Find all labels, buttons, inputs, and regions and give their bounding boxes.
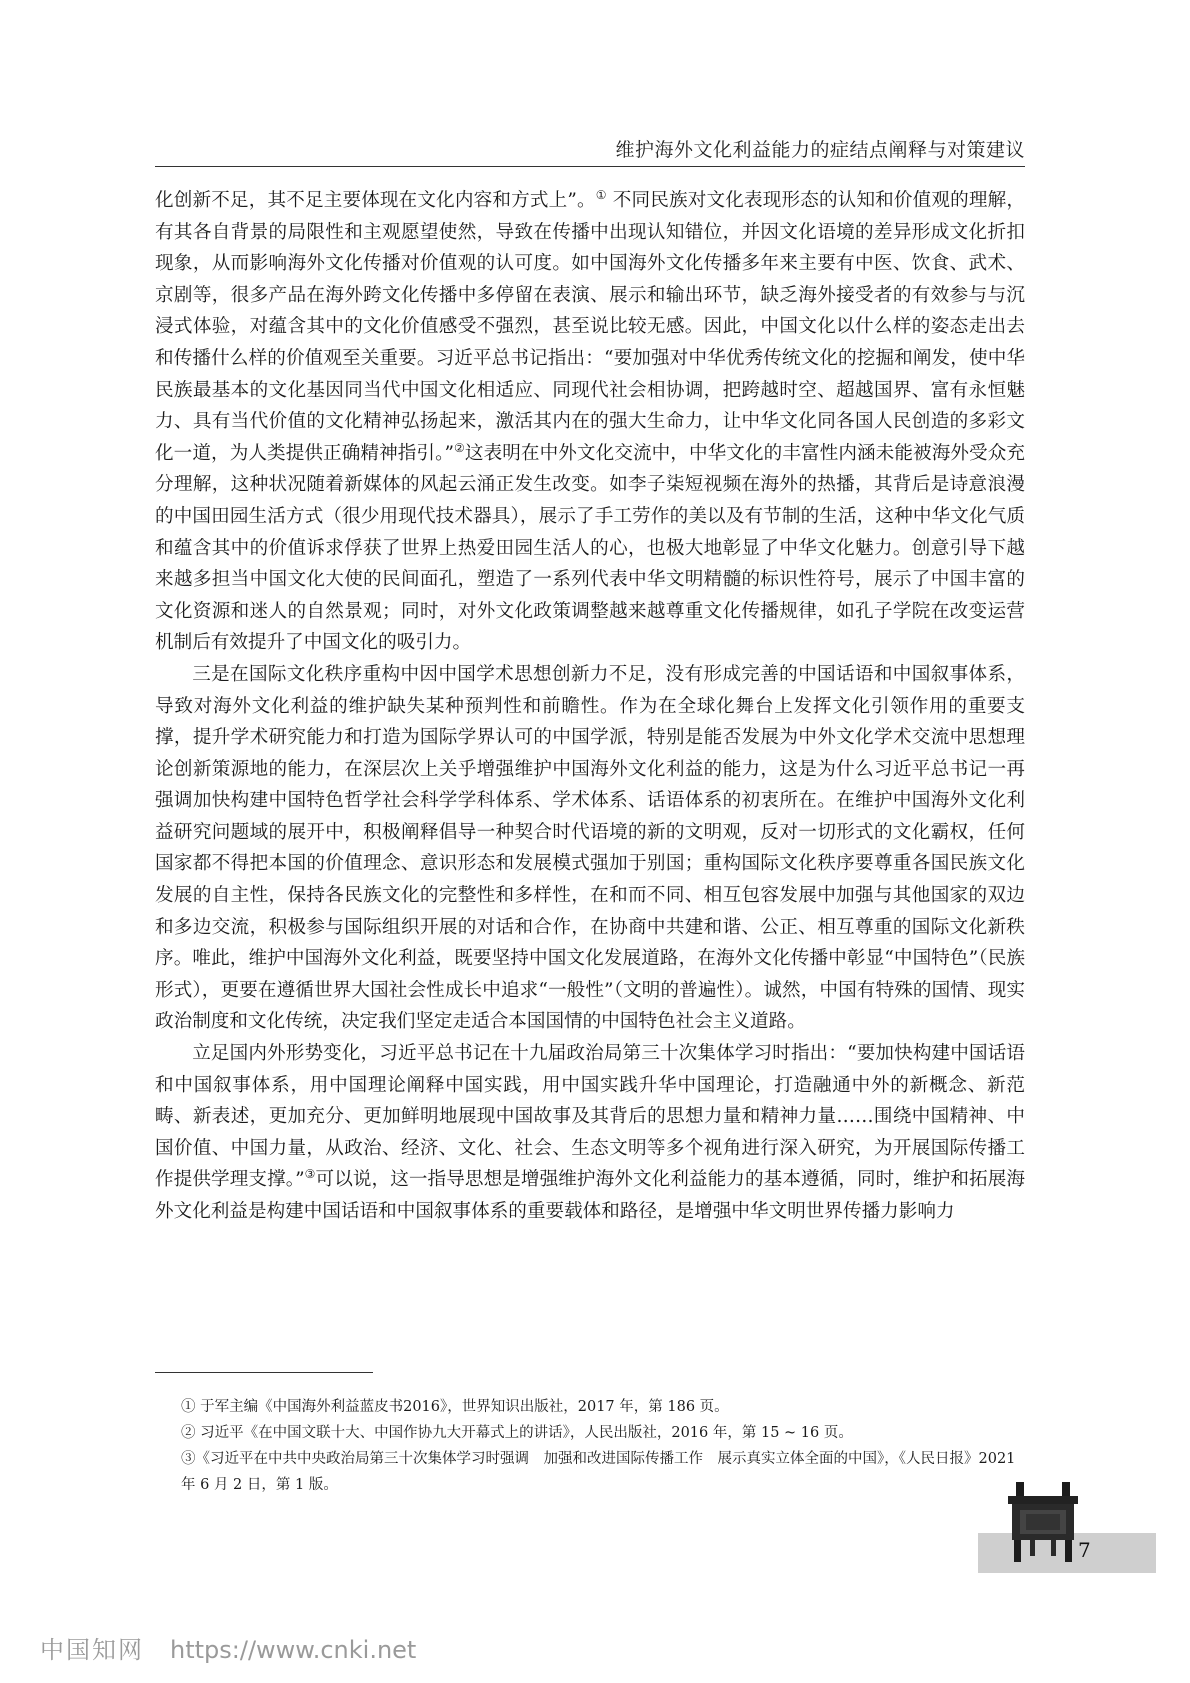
paragraph-1-part-c: 这表明在中外文化交流中，中华文化的丰富性内涵未能被海外受众充分理解，这种状况随着新媒体的风起云涌正发生改变。如李子柒短视频在海外的热播，其背后是诗意浪漫的中国田园生活方式（很少用现代技术器具），展示了手工劳作的美以及有节制的生活，这种中华文化气质和蕴含其中的价值诉求俘获了世界上热爱田园生活人的心，也极大地彰显了中华文化魅力。创意引导下越来越多担当中国文化大使的民间面孔，塑造了一系列代表中华文明精髓的标识性符号，展示了中国丰富的文化资源和迷人的自然景观；同时，对外文化政策调整越来越尊重文化传播规律，如孔子学院在改变运营机制后有效提升了中国文化的吸引力。 bbox=[155, 442, 1025, 654]
paragraph-3-part-a: 立足国内外形势变化，习近平总书记在十九届政治局第三十次集体学习时指出：“要加快构建中国话语和中国叙事体系，用中国理论阐释中国实践，用中国实践升华中国理论，打造融通中外的新概念、新范畴、新表述，更加充分、更加鲜明地展现中国故事及其背后的思想力量和精神力量……围绕中国精神、中国价值、中国力量，从政治、经济、文化、社会、生态文明等多个视角进行深入研究，为开展国际传播工作提供学理支撑。” bbox=[155, 1043, 1025, 1191]
footnote-3: ③《习近平在中共中央政治局第三十次集体学习时强调 加强和改进国际传播工作 展示真实立体全面的中国》，《人民日报》2021 年 6 月 2 日，第 1 版。 bbox=[181, 1451, 1016, 1493]
footnote-ref-3[interactable]: ③ bbox=[304, 1167, 316, 1182]
body-text bbox=[155, 185, 1025, 1228]
footnote-ref-2[interactable]: ② bbox=[453, 440, 465, 455]
footnote-2: ② 习近平《在中国文联十大、中国作协九大开幕式上的讲话》，人民出版社，2016 年，第 15 ~ 16 页。 bbox=[181, 1425, 853, 1441]
paragraph-2: 三是在国际文化秩序重构中因中国学术思想创新力不足，没有形成完善的中国话语和中国叙事体系，导致对海外文化利益的维护缺失某种预判性和前瞻性。作为在全球化舞台上发挥文化引领作用的重要支撑，提升学术研究能力和打造为国际学界认可的中国学派，特别是能否发展为中外文化学术交流中思想理论创新策源地的能力，在深层次上关乎增强维护中国海外文化利益的能力，这是为什么习近平总书记一再强调加快构建中国特色哲学社会科学学科体系、学术体系、话语体系的初衷所在。在维护中国海外文化利益研究问题域的展开中，积极阐释倡导一种契合时代语境的新的文明观，反对一切形式的文化霸权，任何国家都不得把本国的价值理念、意识形态和发展模式强加于别国；重构国际文化秩序要尊重各国民族文化发展的自主性，保持各民族文化的完整性和多样性，在和而不同、相互包容发展中加强与其他国家的双边和多边交流，积极参与国际组织开展的对话和合作，在协商中共建和谐、公正、相互尊重的国际文化新秩序。唯此，维护中国海外文化利益，既要坚持中国文化发展道路，在海外文化传播中彰显“中国特色”（民族形式），更要在遵循世界大国社会性成长中追求“一般性”（文明的普遍性）。诚然，中国有特殊的国情、现实政治制度和文化传统，决定我们坚定走适合本国国情的中国特色社会主义道路。 bbox=[155, 663, 1025, 1033]
cnki-watermark bbox=[40, 1630, 416, 1665]
paragraph-3 bbox=[155, 1038, 1025, 1228]
footnote-rule bbox=[155, 1372, 373, 1373]
cnki-logo-text: 中国知网 bbox=[40, 1636, 144, 1664]
page-number: 7 bbox=[1078, 1538, 1091, 1562]
paragraph-1 bbox=[155, 185, 1025, 659]
paragraph-1-part-b: 不同民族对文化表现形态的认知和价值观的理解，有其各自背景的局限性和主观愿望使然，导致在传播中出现认知错位，并因文化语境的差异形成文化折扣现象，从而影响海外文化传播对价值观的认可度。如中国海外文化传播多年来主要有中医、饮食、武术、京剧等，很多产品在海外跨文化传播中多停留在表演、展示和输出环节，缺乏海外接受者的有效参与与沉浸式体验，对蕴含其中的文化价值感受不强烈，甚至说比较无感。因此，中国文化以什么样的姿态走出去和传播什么样的价值观至关重要。习近平总书记指出：“要加强对中华优秀传统文化的挖掘和阐发，使中华民族最基本的文化基因同当代中国文化相适应、同现代社会相协调，把跨越时空、超越国界、富有永恒魅力、具有当代价值的文化精神弘扬起来，激活其内在的强大生命力，让中华文化同各国人民创造的多彩文化一道，为人类提供正确精神指引。” bbox=[155, 190, 1025, 464]
header-rule bbox=[155, 166, 1025, 167]
footnote-ref-1[interactable]: ① bbox=[595, 187, 607, 202]
cnki-url[interactable]: https://www.cnki.net bbox=[170, 1636, 417, 1664]
footnotes bbox=[155, 1394, 1025, 1498]
running-header: 维护海外文化利益能力的症结点阐释与对策建议 bbox=[615, 139, 1025, 161]
footnote-1: ① 于军主编《中国海外利益蓝皮书2016》，世界知识出版社，2017 年，第 186 页。 bbox=[181, 1399, 729, 1415]
ding-vessel-icon bbox=[1000, 1478, 1086, 1566]
paragraph-1-part-a: 化创新不足，其不足主要体现在文化内容和方式上”。 bbox=[155, 190, 596, 211]
paragraph-3-part-b: 可以说，这一指导思想是增强维护海外文化利益能力的基本遵循，同时，维护和拓展海外文化利益是构建中国话语和中国叙事体系的重要载体和路径，是增强中华文明世界传播力影响力 bbox=[155, 1169, 1025, 1222]
